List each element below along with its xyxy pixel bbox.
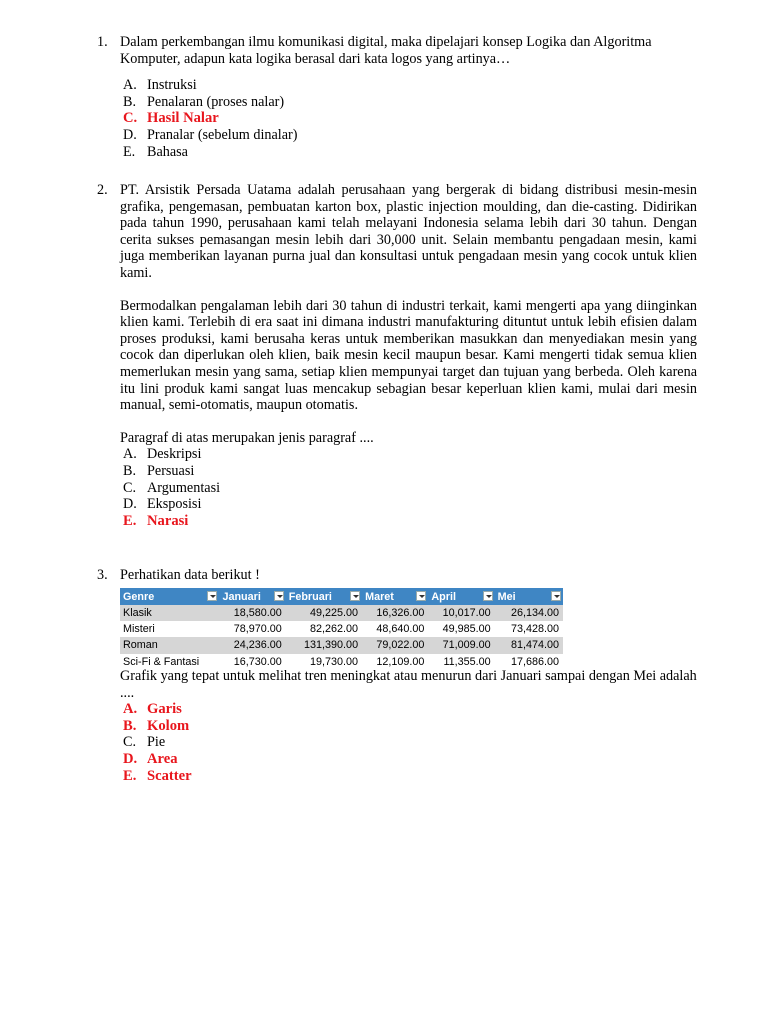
option-text: Garis [147,701,182,718]
option-c[interactable] [120,480,697,497]
table-cell: 79,022.00 [362,637,428,653]
question-text-line-2: Komputer, adapun kata logika berasal dari kata logos yang artinya… [120,50,511,67]
table-cell: 12,109.00 [362,654,428,670]
option-b[interactable] [120,94,697,111]
option-a[interactable] [120,77,697,94]
option-text: Narasi [147,512,189,529]
option-text: Scatter [147,767,192,784]
table-cell: 18,580.00 [219,605,285,621]
table-cell: 24,236.00 [219,637,285,653]
options-list [120,77,697,160]
question-number: 3. [97,567,108,583]
option-text: Kolom [147,717,190,734]
option-letter: B. [123,717,137,734]
option-c-correct[interactable] [120,110,697,127]
option-letter: E. [123,512,137,529]
option-d-correct[interactable] [120,751,697,768]
question-prompt: Grafik yang tepat untuk melihat tren meningkat atau menurun dari Januari sampai dengan Mei adalah .... [120,668,697,701]
option-text: Instruksi [147,77,197,94]
option-text: Deskripsi [147,446,202,463]
option-c[interactable] [120,734,697,751]
table-cell: 17,686.00 [495,654,563,670]
column-header-april[interactable]: April [428,588,494,605]
option-d[interactable] [120,496,697,513]
option-letter: E. [123,143,136,160]
filter-dropdown-icon[interactable] [551,591,561,601]
filter-dropdown-icon[interactable] [274,591,284,601]
option-text: Eksposisi [147,496,202,513]
column-header-januari[interactable]: Januari [219,588,285,605]
option-text: Hasil Nalar [147,110,219,127]
option-d[interactable] [120,127,697,144]
option-text: Persuasi [147,462,195,479]
option-a[interactable] [120,446,697,463]
table-cell-genre: Klasik [120,605,219,621]
table-cell: 16,326.00 [362,605,428,621]
option-text: Pie [147,734,166,751]
option-letter: D. [123,496,137,513]
question-text-line-1: Dalam perkembangan ilmu komunikasi digital, maka dipelajari konsep Logika dan Algoritma [120,34,652,50]
option-text: Bahasa [147,143,188,160]
table-cell: 81,474.00 [495,637,563,653]
option-e-correct[interactable] [120,768,697,785]
paragraph-2: Bermodalkan pengalaman lebih dari 30 tahun di industri terkait, kami mengerti apa yang diinginkan klien kami. Terlebih di era saat ini dimana industri manufakturing dituntut untuk lebih efisien dalam proses produksi, kami berusaha keras untuk memberikan masukkan dan menyediakan mesin yang cocok dan diperlukan oleh klien, baik mesin kecil maupun besar. Kami mengerti tidak semua klien memerlukan mesin yang sama, setiap klien mempunyai target dan tujuan yang berbeda. Oleh karena itu lini produk kami sangat luas mencakup sebagian besar keperluan klien kami, mulai dari mesin manual, semi-otomatis, maupun otomatis. [120,297,697,414]
filter-dropdown-icon[interactable] [350,591,360,601]
table-cell: 78,970.00 [219,621,285,637]
option-letter: E. [123,767,137,784]
option-letter: A. [123,77,137,94]
option-letter: C. [123,110,138,127]
question-3 [97,567,697,584]
option-text: Pranalar (sebelum dinalar) [147,126,298,143]
table-cell-genre: Misteri [120,621,219,637]
table-row [120,621,563,637]
paragraph-1: PT. Arsistik Persada Uatama adalah perusahaan yang bergerak di bidang distribusi mesin-mesin grafika, pengemasan, pembuatan karton box, plastic injection moulding, dan die-casting. Didirikan pada tahun 1990, perusahaan kami telah melayani Indonesia selama lebih dari 30 tahun. Dengan cerita sukses pemasangan mesin lebih dari 30,000 unit. Selain membantu pengadaan mesin, kami juga memberikan layanan purna jual dan konsultasi untuk pengadaan mesin yang cocok untuk klien kami. [120,182,697,281]
option-text: Penalaran (proses nalar) [147,93,285,110]
table-cell: 10,017.00 [428,605,494,621]
table-cell: 11,355.00 [428,654,494,670]
table-cell: 16,730.00 [219,654,285,670]
question-number: 2. [97,182,108,198]
column-header-februari[interactable]: Februari [286,588,362,605]
table-cell-genre: Roman [120,637,219,653]
table-row [120,605,563,621]
question-1 [97,34,697,160]
question-2 [97,182,697,529]
question-intro: Perhatikan data berikut ! [120,567,260,583]
table-cell: 49,985.00 [428,621,494,637]
table-cell-genre: Sci-Fi & Fantasi [120,654,219,670]
table-cell: 71,009.00 [428,637,494,653]
table-header-row [120,588,563,605]
table-cell: 26,134.00 [495,605,563,621]
option-text: Argumentasi [147,479,221,496]
option-letter: A. [123,701,138,718]
column-header-mei[interactable]: Mei [495,588,563,605]
option-letter: B. [123,462,137,479]
column-header-genre[interactable]: Genre [120,588,219,605]
options-list [120,701,697,784]
option-e-correct[interactable] [120,513,697,530]
question-prompt: Paragraf di atas merupakan jenis paragraf .... [120,429,374,446]
question-number: 1. [97,34,108,50]
table-cell: 82,262.00 [286,621,362,637]
filter-dropdown-icon[interactable] [416,591,426,601]
option-text: Area [147,750,178,767]
question-3-continued [97,668,697,784]
filter-dropdown-icon[interactable] [483,591,493,601]
option-letter: D. [123,126,137,143]
table-cell: 48,640.00 [362,621,428,637]
option-e[interactable] [120,144,697,161]
option-letter: D. [123,750,138,767]
option-b[interactable] [120,463,697,480]
option-a-correct[interactable] [120,701,697,718]
table-row [120,637,563,653]
option-letter: B. [123,93,137,110]
table-cell: 49,225.00 [286,605,362,621]
filter-dropdown-icon[interactable] [207,591,217,601]
table-cell: 73,428.00 [495,621,563,637]
option-letter: A. [123,446,137,463]
option-letter: C. [123,479,137,496]
options-list [120,446,697,529]
table-cell: 19,730.00 [286,654,362,670]
column-header-maret[interactable]: Maret [362,588,428,605]
option-b-correct[interactable] [120,718,697,735]
table-cell: 131,390.00 [286,637,362,653]
data-table [120,588,563,670]
option-letter: C. [123,734,137,751]
